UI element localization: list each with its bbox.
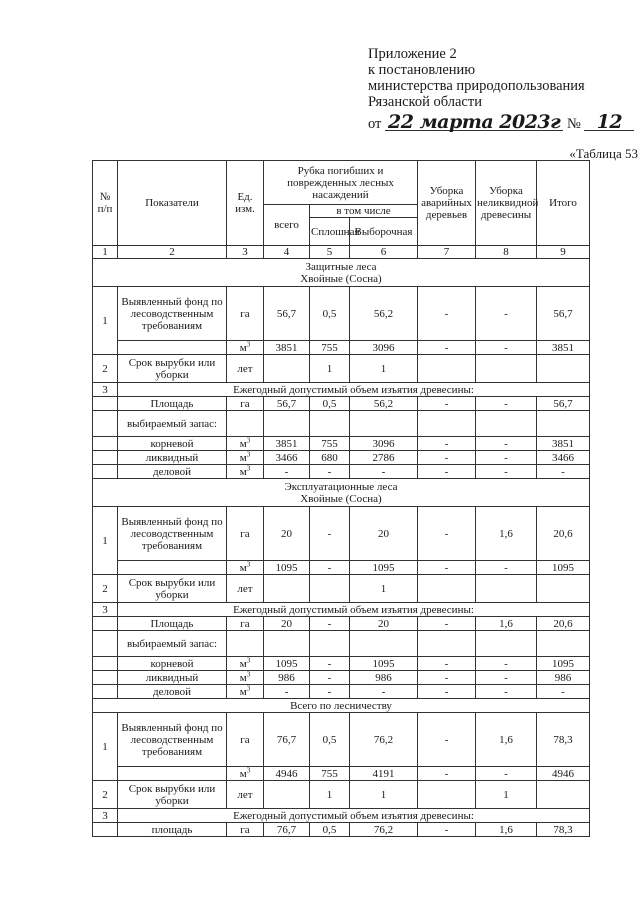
cell: 1 <box>310 781 350 809</box>
row-label: Выявленный фонд по лесоводственным требованиям <box>118 287 227 341</box>
section-title <box>93 479 590 507</box>
cell: 76,2 <box>350 713 418 767</box>
cell: 20,6 <box>537 507 590 561</box>
row-label: площадь <box>118 823 227 837</box>
col-header-total: всего <box>264 205 310 246</box>
cell: - <box>476 287 537 341</box>
cell: 56,7 <box>264 287 310 341</box>
unit-text: м <box>239 341 247 354</box>
unit-cell: лет <box>227 355 264 383</box>
table-row <box>93 507 590 561</box>
cell <box>476 575 537 603</box>
cell: - <box>418 507 476 561</box>
cell: - <box>476 465 537 479</box>
cell <box>476 411 537 437</box>
unit-text: м <box>239 451 247 464</box>
cell: 3851 <box>264 437 310 451</box>
cell: - <box>418 671 476 685</box>
col-header-selective: Выборочная <box>350 218 418 246</box>
cell <box>350 631 418 657</box>
cell: 0,5 <box>310 397 350 411</box>
cell: 986 <box>264 671 310 685</box>
table-row <box>93 685 590 699</box>
row-num: 1 <box>93 287 118 355</box>
cell: 20,6 <box>537 617 590 631</box>
unit-cell <box>227 767 264 781</box>
cell: - <box>476 685 537 699</box>
unit-cell <box>227 437 264 451</box>
cell: 1095 <box>350 561 418 575</box>
cell: - <box>418 287 476 341</box>
cell: 4946 <box>537 767 590 781</box>
cell <box>418 355 476 383</box>
cell: - <box>476 437 537 451</box>
cell <box>350 411 418 437</box>
unit-sup: 3 <box>246 449 251 458</box>
unit-cell <box>227 451 264 465</box>
unit-cell: га <box>227 617 264 631</box>
cell <box>537 575 590 603</box>
cell: 3466 <box>264 451 310 465</box>
cell: 1095 <box>264 657 310 671</box>
table-row <box>93 767 590 781</box>
unit-sup: 3 <box>246 765 251 774</box>
date-prefix: от <box>368 116 382 132</box>
cell <box>93 657 118 671</box>
col-header-felling: Рубка погибших и поврежденных лесных насаждений <box>264 161 418 205</box>
unit-sup: 3 <box>246 559 251 568</box>
cell: 1095 <box>350 657 418 671</box>
row-label: корневой <box>118 437 227 451</box>
cell: 2786 <box>350 451 418 465</box>
cell: 755 <box>310 341 350 355</box>
cell: - <box>537 465 590 479</box>
cell: - <box>418 561 476 575</box>
row-num: 3 <box>93 383 118 397</box>
section-title-line: Хвойные (Сосна) <box>300 272 382 285</box>
row-label: Ежегодный допустимый объем изъятия древесины: <box>118 383 590 397</box>
section-title-line: Хвойные (Сосна) <box>300 492 382 505</box>
unit-cell <box>227 685 264 699</box>
cell: 986 <box>350 671 418 685</box>
cell <box>93 671 118 685</box>
cell: - <box>418 767 476 781</box>
cell: - <box>350 685 418 699</box>
cell: га <box>227 713 264 767</box>
table-row <box>93 575 590 603</box>
cell: 1095 <box>537 657 590 671</box>
cell: 56,2 <box>350 287 418 341</box>
col-num: 2 <box>118 246 227 259</box>
table-row <box>93 809 590 823</box>
section-title-row <box>93 259 590 287</box>
row-label: корневой <box>118 657 227 671</box>
cell <box>264 411 310 437</box>
cell: - <box>310 465 350 479</box>
row-label: Срок вырубки или уборки <box>118 355 227 383</box>
cell: - <box>310 657 350 671</box>
cell <box>227 411 264 437</box>
table-row <box>93 617 590 631</box>
cell: - <box>418 617 476 631</box>
table-title: «Таблица 53 <box>569 146 638 161</box>
col-num: 9 <box>537 246 590 259</box>
row-num: 2 <box>93 781 118 809</box>
unit-text: м <box>239 465 247 478</box>
handwritten-number: 12 <box>584 114 634 131</box>
cell <box>93 437 118 451</box>
row-label: деловой <box>118 465 227 479</box>
cell: - <box>418 341 476 355</box>
cell: 78,3 <box>537 713 590 767</box>
cell <box>418 631 476 657</box>
table-row <box>93 657 590 671</box>
unit-cell: лет <box>227 575 264 603</box>
cell: 76,2 <box>350 823 418 837</box>
row-num: 3 <box>93 809 118 823</box>
cell <box>476 355 537 383</box>
cell: - <box>310 561 350 575</box>
cell: 0,5 <box>310 287 350 341</box>
unit-text: м <box>239 437 247 450</box>
cell: га <box>227 507 264 561</box>
cell: 755 <box>310 767 350 781</box>
document-header <box>368 46 636 132</box>
table-row <box>93 355 590 383</box>
unit-sup: 3 <box>246 463 251 472</box>
cell: - <box>418 451 476 465</box>
table-row <box>93 437 590 451</box>
cell: 76,7 <box>264 823 310 837</box>
unit-cell <box>227 341 264 355</box>
unit-sup: 3 <box>246 435 251 444</box>
cell: - <box>418 713 476 767</box>
row-label: Площадь <box>118 397 227 411</box>
cell <box>310 575 350 603</box>
unit-sup: 3 <box>246 669 251 678</box>
cell <box>310 631 350 657</box>
cell: 78,3 <box>537 823 590 837</box>
unit-cell <box>227 465 264 479</box>
cell: - <box>310 671 350 685</box>
row-label: ликвидный <box>118 671 227 685</box>
cell: 1 <box>476 781 537 809</box>
row-label: ликвидный <box>118 451 227 465</box>
cell <box>118 767 227 781</box>
col-header-unit: Ед. изм. <box>227 161 264 246</box>
unit-sup: 3 <box>246 339 251 348</box>
row-label: Выявленный фонд по лесоводственным требованиям <box>118 507 227 561</box>
cell: - <box>537 685 590 699</box>
cell: 56,7 <box>537 287 590 341</box>
row-num: 1 <box>93 713 118 781</box>
unit-text: м <box>239 767 247 780</box>
cell: 1,6 <box>476 507 537 561</box>
table-row <box>93 465 590 479</box>
section-title <box>93 259 590 287</box>
cell: 3096 <box>350 437 418 451</box>
cell: 1 <box>350 781 418 809</box>
cell: 0,5 <box>310 713 350 767</box>
cell: - <box>418 657 476 671</box>
row-label: Выявленный фонд по лесоводственным требованиям <box>118 713 227 767</box>
unit-sup: 3 <box>246 655 251 664</box>
cell: 20 <box>350 507 418 561</box>
cell: - <box>476 341 537 355</box>
cell <box>118 341 227 355</box>
cell: 1,6 <box>476 617 537 631</box>
col-header-nonliquid: Уборка неликвидной древесины <box>476 161 537 246</box>
table-row <box>93 781 590 809</box>
unit-text: м <box>239 685 247 698</box>
table-row <box>93 713 590 767</box>
cell <box>227 631 264 657</box>
cell <box>418 575 476 603</box>
cell: 1,6 <box>476 823 537 837</box>
cell <box>93 451 118 465</box>
section-title-line: Защитные леса <box>305 260 377 273</box>
table-row <box>93 383 590 397</box>
cell <box>537 355 590 383</box>
col-header-indicators: Показатели <box>118 161 227 246</box>
section-title-row <box>93 699 590 713</box>
header-line-ministry: министерства природопользования <box>368 78 585 94</box>
cell <box>93 617 118 631</box>
header-line-appendix: Приложение 2 <box>368 46 457 62</box>
cell: - <box>350 465 418 479</box>
col-num: 8 <box>476 246 537 259</box>
row-label: Ежегодный допустимый объем изъятия древесины: <box>118 603 590 617</box>
cell: га <box>227 287 264 341</box>
col-num: 3 <box>227 246 264 259</box>
row-num: 2 <box>93 575 118 603</box>
cell: 1 <box>350 575 418 603</box>
cell: 1 <box>350 355 418 383</box>
cell <box>476 631 537 657</box>
row-label: Срок вырубки или уборки <box>118 781 227 809</box>
row-num: 2 <box>93 355 118 383</box>
col-header-including: в том числе <box>310 205 418 218</box>
header-line-resolution: к постановлению <box>368 62 476 78</box>
unit-sup: 3 <box>246 683 251 692</box>
cell <box>537 631 590 657</box>
cell: 1095 <box>264 561 310 575</box>
cell: 20 <box>350 617 418 631</box>
header-line-region: Рязанской области <box>368 94 482 110</box>
col-header-windfall: Уборка аварийных деревьев <box>418 161 476 246</box>
cell <box>418 411 476 437</box>
unit-text: м <box>239 671 247 684</box>
cell: - <box>418 437 476 451</box>
cell: 1 <box>310 355 350 383</box>
cell: 986 <box>537 671 590 685</box>
table-row <box>93 671 590 685</box>
cell: 4946 <box>264 767 310 781</box>
section-title-row <box>93 479 590 507</box>
col-header-clear: Сплошная <box>310 218 350 246</box>
row-label: Срок вырубки или уборки <box>118 575 227 603</box>
section-title-line: Эксплуатационные леса <box>284 480 398 493</box>
cell <box>93 411 118 437</box>
cell <box>264 781 310 809</box>
section-title: Всего по лесничеству <box>93 699 590 713</box>
unit-text: м <box>239 657 247 670</box>
cell: 20 <box>264 507 310 561</box>
row-label: Площадь <box>118 617 227 631</box>
cell: 76,7 <box>264 713 310 767</box>
row-label: Ежегодный допустимый объем изъятия древесины: <box>118 809 590 823</box>
cell: - <box>310 685 350 699</box>
cell: - <box>476 397 537 411</box>
cell: 3466 <box>537 451 590 465</box>
cell: - <box>310 507 350 561</box>
cell: - <box>476 561 537 575</box>
cell: - <box>476 767 537 781</box>
cell <box>264 631 310 657</box>
cell <box>93 631 118 657</box>
cell: - <box>476 657 537 671</box>
row-num: 1 <box>93 507 118 575</box>
cell: 56,7 <box>537 397 590 411</box>
forest-felling-table <box>92 160 590 837</box>
row-label: выбираемый запас: <box>118 631 227 657</box>
number-prefix: № <box>566 116 581 132</box>
unit-cell: га <box>227 823 264 837</box>
cell: - <box>418 685 476 699</box>
cell <box>93 685 118 699</box>
cell <box>418 781 476 809</box>
cell <box>93 397 118 411</box>
table-row <box>93 287 590 341</box>
cell: 3851 <box>264 341 310 355</box>
cell: 1095 <box>537 561 590 575</box>
cell: 3851 <box>537 437 590 451</box>
row-label: выбираемый запас: <box>118 411 227 437</box>
cell <box>264 355 310 383</box>
table-row <box>93 341 590 355</box>
cell <box>310 411 350 437</box>
handwritten-date: 22 марта 2023г <box>385 114 563 131</box>
col-header-sum: Итого <box>537 161 590 246</box>
cell <box>93 823 118 837</box>
unit-cell <box>227 657 264 671</box>
table-row <box>93 823 590 837</box>
col-num: 4 <box>264 246 310 259</box>
cell: 680 <box>310 451 350 465</box>
unit-cell <box>227 561 264 575</box>
cell: 3096 <box>350 341 418 355</box>
cell: 56,2 <box>350 397 418 411</box>
cell: 4191 <box>350 767 418 781</box>
cell <box>537 781 590 809</box>
table-row <box>93 411 590 437</box>
unit-cell: лет <box>227 781 264 809</box>
col-num: 1 <box>93 246 118 259</box>
unit-cell <box>227 671 264 685</box>
cell: 755 <box>310 437 350 451</box>
cell <box>264 575 310 603</box>
cell: - <box>418 465 476 479</box>
table-row <box>93 561 590 575</box>
table-row <box>93 397 590 411</box>
cell: - <box>264 685 310 699</box>
cell <box>118 561 227 575</box>
table-row <box>93 603 590 617</box>
cell: 3851 <box>537 341 590 355</box>
cell: - <box>476 671 537 685</box>
row-num: 3 <box>93 603 118 617</box>
cell: - <box>310 617 350 631</box>
cell <box>93 465 118 479</box>
cell: - <box>418 823 476 837</box>
unit-cell: га <box>227 397 264 411</box>
unit-text: м <box>239 561 247 574</box>
cell: - <box>476 451 537 465</box>
col-num: 5 <box>310 246 350 259</box>
col-num: 6 <box>350 246 418 259</box>
table-row <box>93 451 590 465</box>
cell: 56,7 <box>264 397 310 411</box>
cell: - <box>264 465 310 479</box>
cell <box>537 411 590 437</box>
cell: 0,5 <box>310 823 350 837</box>
column-numbers-row <box>93 246 590 259</box>
cell: 1,6 <box>476 713 537 767</box>
cell: - <box>418 397 476 411</box>
table-row <box>93 631 590 657</box>
col-num: 7 <box>418 246 476 259</box>
header-date-line <box>368 111 636 133</box>
col-header-num: № п/п <box>93 161 118 246</box>
cell: 20 <box>264 617 310 631</box>
row-label: деловой <box>118 685 227 699</box>
